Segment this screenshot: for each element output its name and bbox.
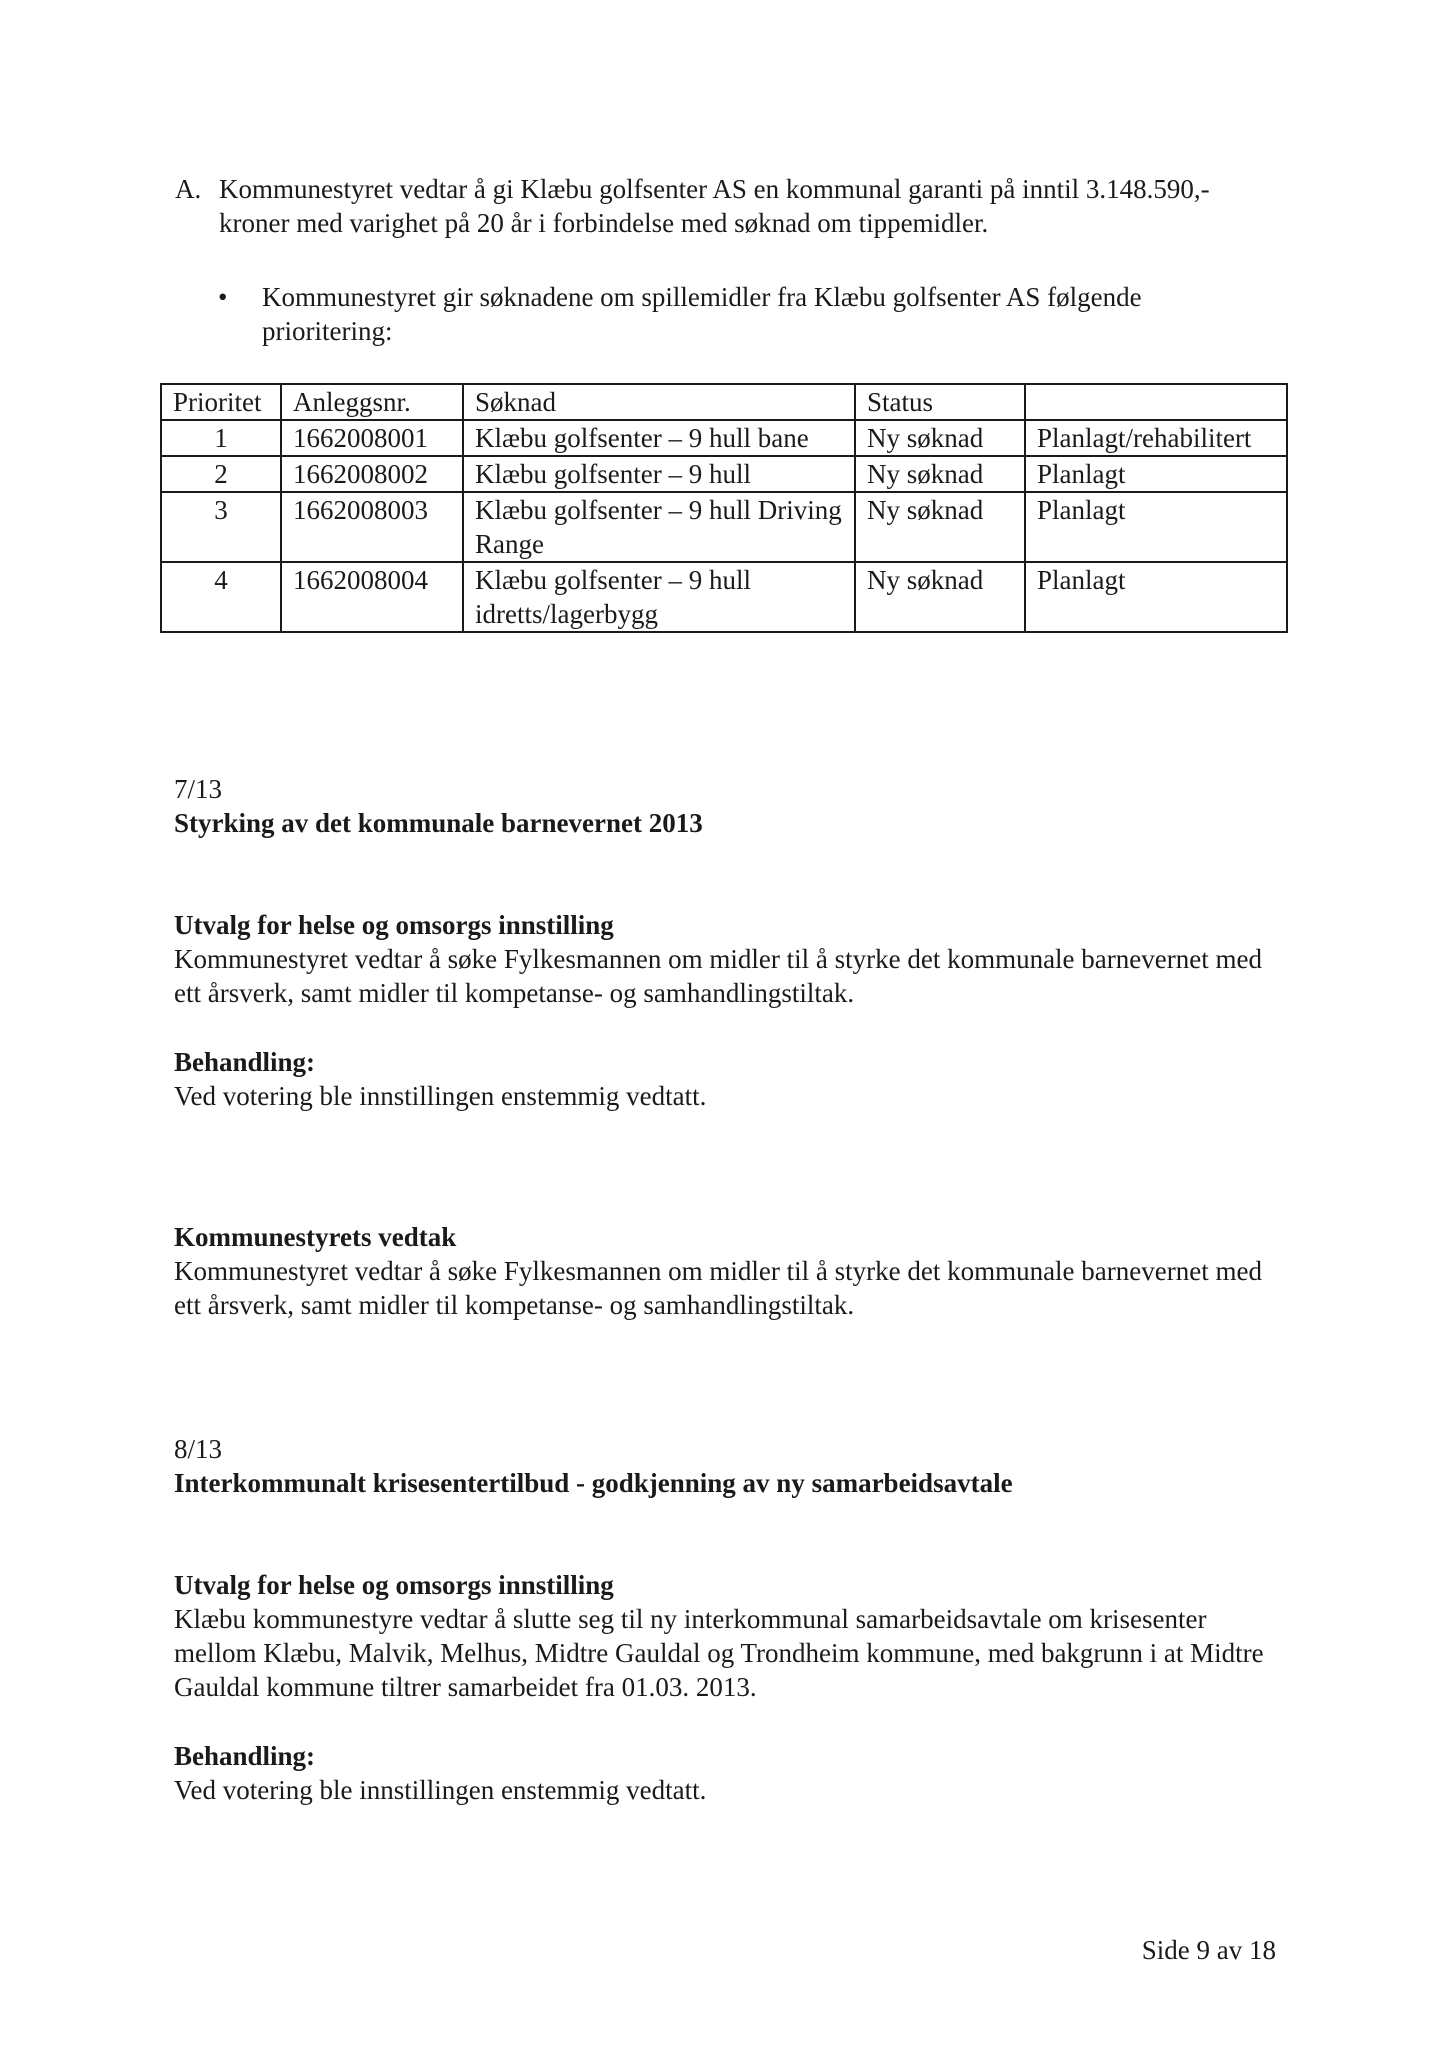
bullet-text: Kommunestyret gir søknadene om spillemidler fra Klæbu golfsenter AS følgende prioritering: bbox=[262, 282, 1142, 346]
case-number: 7/13 bbox=[174, 774, 223, 804]
table-cell: Planlagt bbox=[1025, 456, 1287, 492]
table-cell: 1662008004 bbox=[281, 562, 463, 632]
table-cell: 1662008003 bbox=[281, 492, 463, 562]
header-cell: Anleggsnr. bbox=[281, 384, 463, 420]
case-title: Styrking av det kommunale barnevernet 2013 bbox=[174, 808, 703, 838]
recommendation-text: Kommunestyret vedtar å søke Fylkesmannen om midler til å styrke det kommunale barnevernet med ett årsverk, samt midler til kompetanse- og samhandlingstiltak. bbox=[174, 944, 1262, 1008]
table-cell: Ny søknad bbox=[855, 562, 1025, 632]
table-cell: Planlagt bbox=[1025, 562, 1287, 632]
table-cell: 1 bbox=[161, 420, 281, 456]
decision-text: Kommunestyret vedtar å søke Fylkesmannen om midler til å styrke det kommunale barnevernet med ett årsverk, samt midler til kompetanse- og samhandlingstiltak. bbox=[174, 1256, 1262, 1320]
recommendation-heading: Utvalg for helse og omsorgs innstilling bbox=[174, 910, 614, 940]
table-cell: Ny søknad bbox=[855, 492, 1025, 562]
table-header-row bbox=[161, 384, 1287, 420]
table-cell: Planlagt bbox=[1025, 492, 1287, 562]
table-cell: 1662008002 bbox=[281, 456, 463, 492]
header-cell: Søknad bbox=[463, 384, 855, 420]
table-cell: 2 bbox=[161, 456, 281, 492]
bullet-icon: • bbox=[218, 282, 228, 312]
table-cell: Klæbu golfsenter – 9 hull bane bbox=[463, 420, 855, 456]
table-cell: 3 bbox=[161, 492, 281, 562]
treatment-heading: Behandling: bbox=[174, 1047, 316, 1077]
decision-heading: Kommunestyrets vedtak bbox=[174, 1222, 457, 1252]
header-cell: Status bbox=[855, 384, 1025, 420]
header-cell: Prioritet bbox=[161, 384, 281, 420]
page-number: Side 9 av 18 bbox=[1141, 1935, 1276, 1965]
priority-table bbox=[160, 383, 1288, 633]
treatment-text: Ved votering ble innstillingen enstemmig vedtatt. bbox=[174, 1775, 707, 1805]
table-row bbox=[161, 456, 1287, 492]
recommendation-heading: Utvalg for helse og omsorgs innstilling bbox=[174, 1570, 614, 1600]
table-row bbox=[161, 562, 1287, 632]
treatment-text: Ved votering ble innstillingen enstemmig vedtatt. bbox=[174, 1081, 707, 1111]
treatment-heading: Behandling: bbox=[174, 1741, 316, 1771]
case-number: 8/13 bbox=[174, 1434, 223, 1464]
table-row bbox=[161, 492, 1287, 562]
table-cell: Ny søknad bbox=[855, 420, 1025, 456]
list-item-text: Kommunestyret vedtar å gi Klæbu golfsenter AS en kommunal garanti på inntil 3.148.590,- kroner med varighet på 20 år i forbindelse med søknad om tippemidler. bbox=[219, 174, 1210, 238]
table-cell: Klæbu golfsenter – 9 hull idretts/lagerbygg bbox=[463, 562, 855, 632]
table-cell: 4 bbox=[161, 562, 281, 632]
case-title: Interkommunalt krisesentertilbud - godkjenning av ny samarbeidsavtale bbox=[174, 1468, 1013, 1498]
table-cell: Klæbu golfsenter – 9 hull Driving Range bbox=[463, 492, 855, 562]
table-cell: Planlagt/rehabilitert bbox=[1025, 420, 1287, 456]
table-cell: Klæbu golfsenter – 9 hull bbox=[463, 456, 855, 492]
list-marker: A. bbox=[175, 174, 202, 204]
table-cell: 1662008001 bbox=[281, 420, 463, 456]
header-cell bbox=[1025, 384, 1287, 420]
recommendation-text: Klæbu kommunestyre vedtar å slutte seg til ny interkommunal samarbeidsavtale om krisesenter mellom Klæbu, Malvik, Melhus, Midtre Gauldal og Trondheim kommune, med bakgrunn i at Midtre Gauldal kommune tiltrer samarbeidet fra 01.03. 2013. bbox=[174, 1604, 1264, 1702]
table-cell: Ny søknad bbox=[855, 456, 1025, 492]
table-row bbox=[161, 420, 1287, 456]
